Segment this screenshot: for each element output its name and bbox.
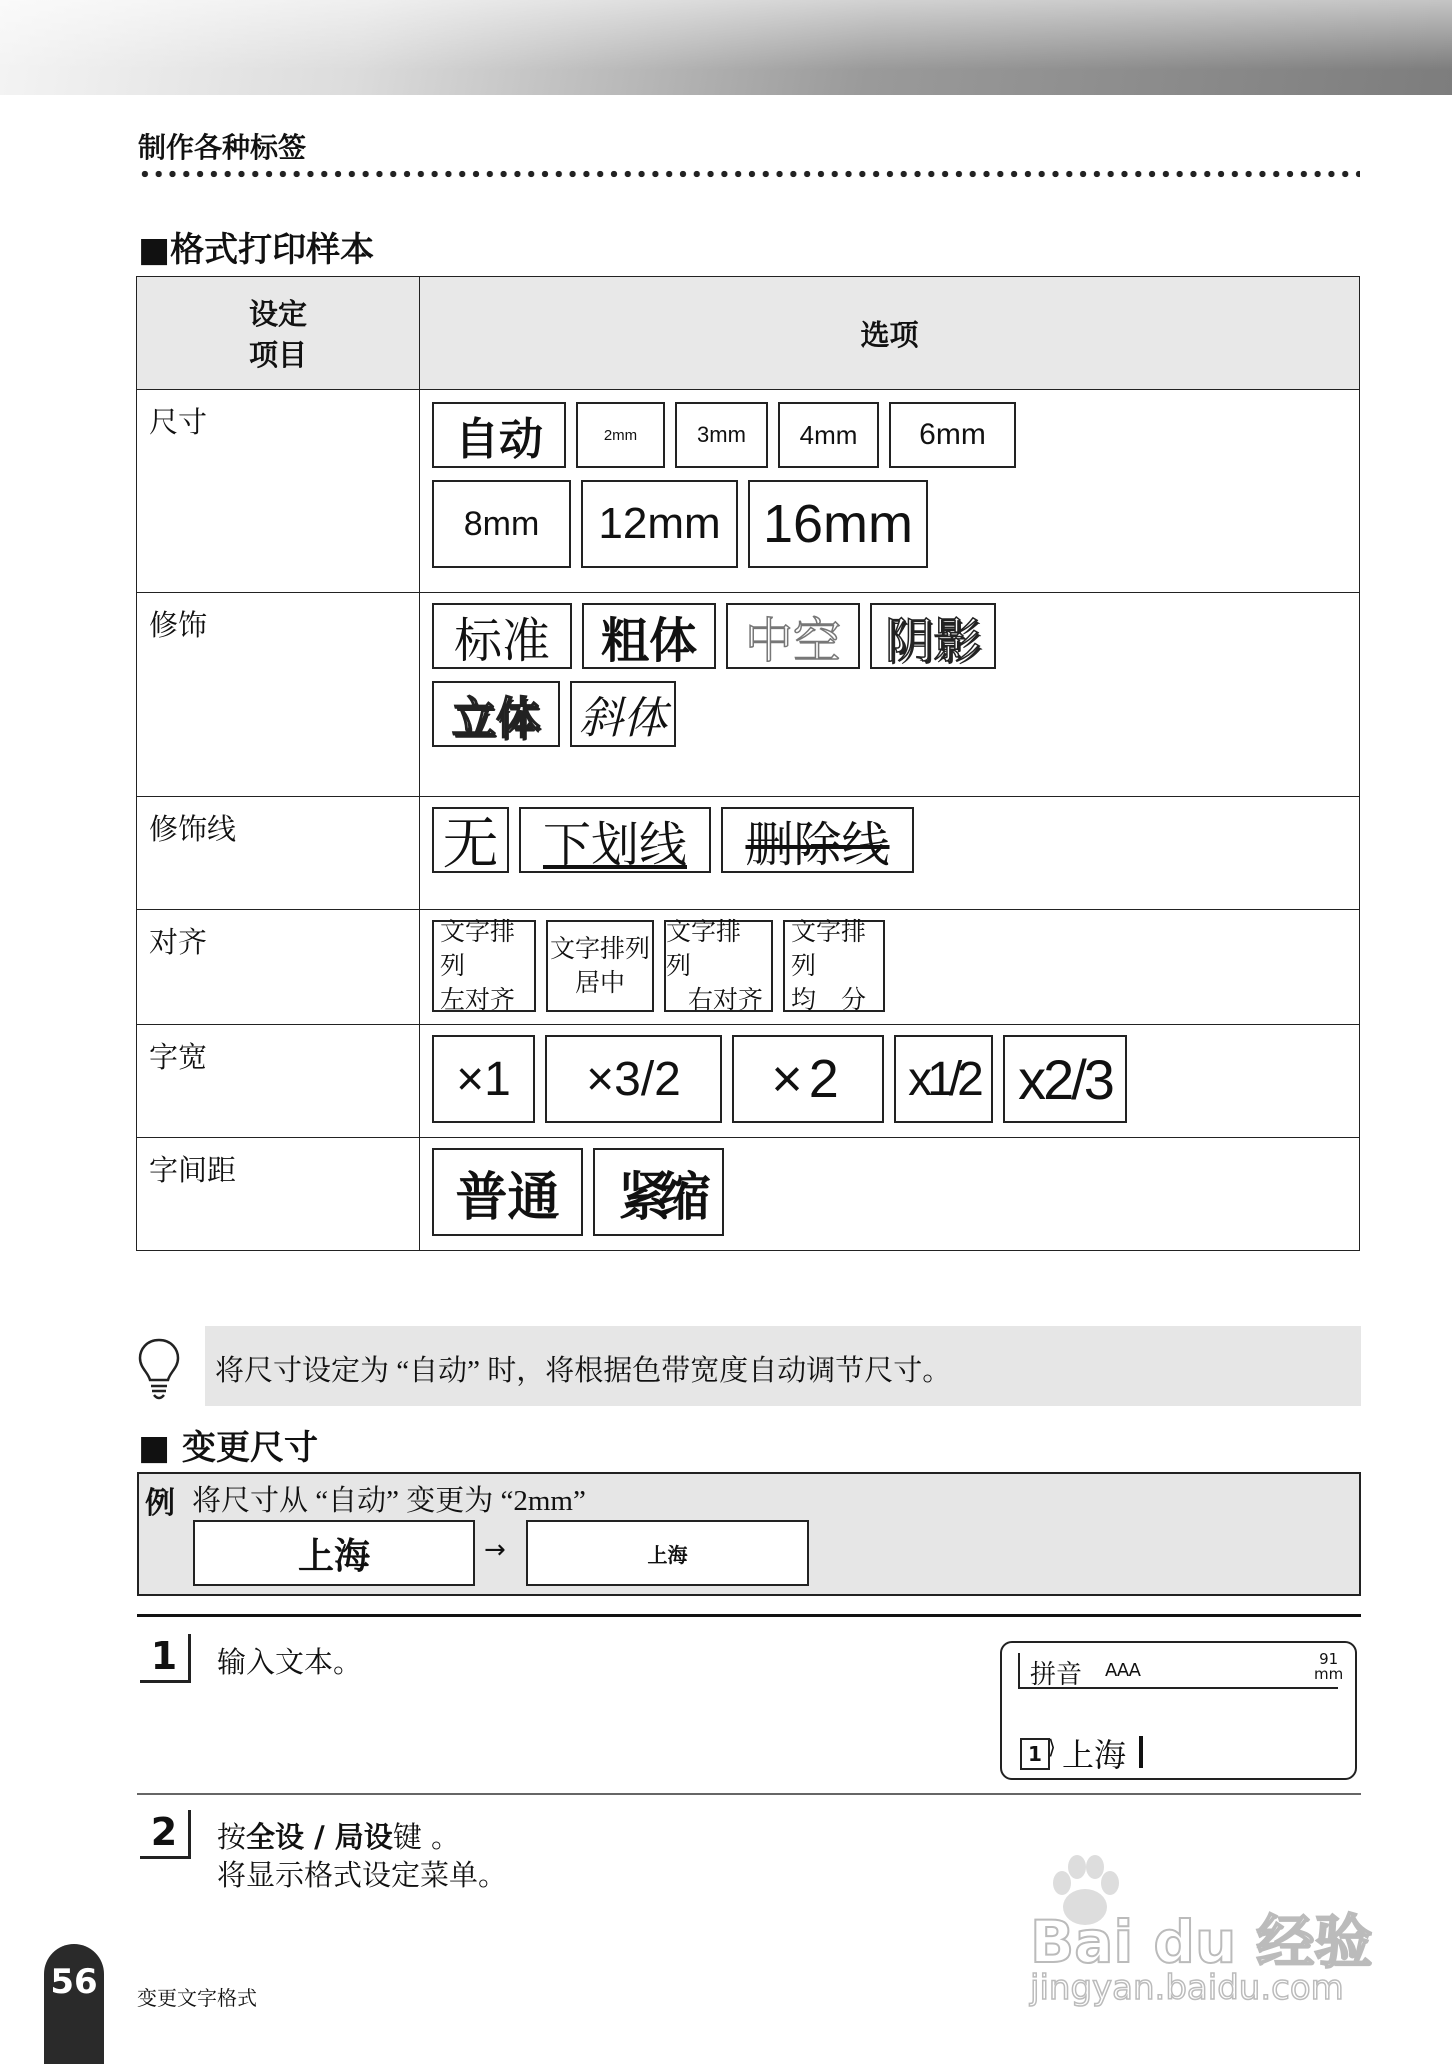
row-label: 字宽 — [137, 1025, 420, 1138]
change-size-heading: ■ 变更尺寸 — [138, 1428, 318, 1468]
lcd-size-icon: AAA — [1105, 1660, 1140, 1681]
width-x2-3: x2/3 — [1003, 1035, 1127, 1123]
lcd-input-mode: 拼音 — [1030, 1660, 1083, 1690]
style-3d: 立体 — [432, 681, 560, 747]
row-label: 对齐 — [137, 910, 420, 1025]
lcd-cursor — [1139, 1736, 1143, 1768]
style-italic: 斜体 — [570, 681, 676, 747]
style-normal: 标准 — [432, 603, 572, 669]
width-x3-2: ×3/2 — [545, 1035, 722, 1123]
align-left-line1: 文字排列 — [440, 918, 516, 980]
align-options — [420, 910, 1360, 1025]
step-number: 2 — [140, 1810, 191, 1859]
watermark-brand: Bai du 经验 — [1030, 1908, 1373, 1976]
line-options — [420, 797, 1360, 910]
lcd-length-value: 91 — [1319, 1650, 1339, 1668]
row-label: 字间距 — [137, 1138, 420, 1251]
style-shadow: 阴影 — [870, 603, 996, 669]
size-4mm: 4mm — [778, 402, 879, 468]
size-12mm: 12mm — [581, 480, 738, 568]
step-text-pre: 按 — [217, 1820, 247, 1854]
col-header-setting — [137, 277, 420, 390]
key-name: 全设 / 局设 — [246, 1820, 393, 1854]
align-center — [546, 920, 654, 1012]
col-header-options: 选项 — [420, 277, 1360, 390]
tip-text: 将尺寸设定为 “自动” 时，将根据色带宽度自动调节尺寸。 — [215, 1355, 952, 1387]
row-label: 修饰线 — [137, 797, 420, 910]
line-none: 无 — [432, 807, 509, 873]
spacing-tight: 紧缩 — [593, 1148, 724, 1236]
width-x1: ×1 — [432, 1035, 535, 1123]
step-text — [217, 1815, 460, 1856]
lightbulb-icon — [136, 1336, 182, 1402]
lcd-caret-icon: ⟩ — [1048, 1735, 1056, 1759]
table-row — [137, 797, 1360, 910]
sample-heading: ■格式打印样本 — [138, 230, 375, 270]
divider — [137, 1793, 1361, 1795]
table-row — [137, 1138, 1360, 1251]
align-justify — [783, 920, 885, 1012]
style-bold: 粗体 — [582, 603, 716, 669]
align-right — [664, 920, 773, 1012]
width-x1-2: x1/2 — [894, 1035, 993, 1123]
step-text: 输入文本。 — [217, 1645, 363, 1679]
header-band-gloss — [0, 0, 1452, 70]
watermark-url: jingyan.baidu.com — [1030, 1968, 1344, 2008]
table-row — [137, 390, 1360, 593]
example-label: 例 — [145, 1486, 175, 1521]
footer-section: 变更文字格式 — [137, 1986, 257, 2010]
lcd-text: 上海 — [1062, 1736, 1127, 1774]
spacing-options — [420, 1138, 1360, 1251]
row-label: 修饰 — [137, 593, 420, 797]
page-number: 56 — [44, 1944, 104, 2064]
align-right-line1: 文字排列 — [666, 918, 742, 980]
width-options — [420, 1025, 1360, 1138]
table-row — [137, 1025, 1360, 1138]
align-center-line2: 居中 — [574, 969, 625, 997]
align-justify-line1: 文字排列 — [791, 918, 867, 980]
step-text-post: 键 。 — [392, 1820, 461, 1854]
size-2mm: 2mm — [576, 402, 665, 468]
lcd-line-number: 1 — [1020, 1738, 1050, 1770]
example-before-label: 上海 — [193, 1520, 475, 1586]
size-6mm: 6mm — [889, 402, 1016, 468]
size-3mm: 3mm — [675, 402, 768, 468]
row-label: 尺寸 — [137, 390, 420, 593]
section-title: 制作各种标签 — [138, 131, 307, 164]
example-after-label: 上海 — [526, 1520, 809, 1586]
spacing-normal: 普通 — [432, 1148, 583, 1236]
divider — [137, 1614, 1361, 1617]
size-auto: 自动 — [432, 402, 566, 468]
align-justify-line2: 均 分 — [791, 986, 867, 1014]
format-sample-table — [136, 276, 1360, 1251]
align-left-line2: 左对齐 — [440, 986, 516, 1014]
line-underline: 下划线 — [519, 807, 711, 873]
example-text: 将尺寸从 “自动” 变更为 “2mm” — [192, 1485, 586, 1517]
size-8mm: 8mm — [432, 480, 571, 568]
align-center-line1: 文字排列 — [549, 935, 650, 963]
width-x2: ×2 — [732, 1035, 884, 1123]
align-left — [432, 920, 536, 1012]
table-row — [137, 593, 1360, 797]
size-options — [420, 390, 1360, 593]
col-header-line2: 项目 — [248, 338, 307, 372]
table-row — [137, 910, 1360, 1025]
style-options — [420, 593, 1360, 797]
align-right-line2: 右对齐 — [687, 986, 763, 1014]
step-text-line2: 将显示格式设定菜单。 — [217, 1858, 508, 1892]
lcd-length — [1314, 1652, 1343, 1682]
col-header-line1: 设定 — [248, 297, 307, 331]
style-outline: 中空 — [726, 603, 860, 669]
lcd-length-unit: mm — [1314, 1665, 1344, 1683]
arrow-icon: → — [484, 1535, 506, 1565]
table-header-row — [137, 277, 1360, 390]
step-number: 1 — [140, 1634, 191, 1683]
dotted-divider — [138, 170, 1360, 178]
line-strikethrough: 删除线 — [721, 807, 914, 873]
size-16mm: 16mm — [748, 480, 928, 568]
